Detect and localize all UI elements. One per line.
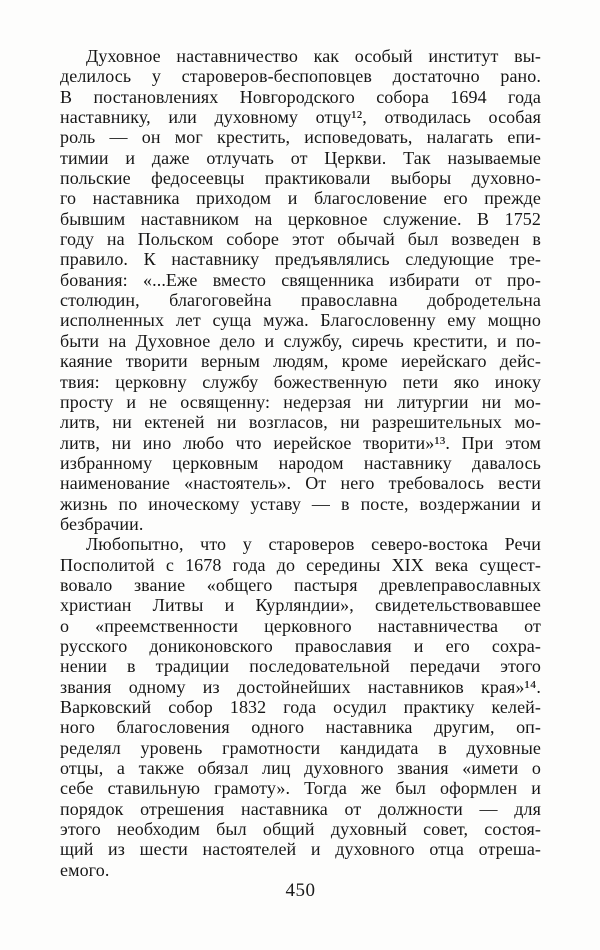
text-line: делилось у староверов-беспоповцев достаточно рано.: [60, 66, 541, 87]
text-line: го наставника приходом и благословение его прежде: [60, 188, 541, 209]
text-line: этого необходим был общий духовный совет, состоя-: [60, 819, 541, 840]
text-line: бования: «...Еже вместо священника избирати от про-: [60, 269, 541, 290]
text-line: Любопытно, что у староверов северо-востока Речи: [86, 534, 541, 555]
text-line: ределял уровень грамотности кандидата в духовные: [60, 737, 541, 758]
text-line: вовало звание «общего пастыря древлеправославных: [60, 574, 541, 595]
text-line: литв, ни ино любо что иерейское творити»¹³. При этом: [60, 432, 541, 453]
text-line: избранному церковным народом наставнику давалось: [60, 452, 541, 473]
text-line: В постановлениях Новгородского собора 1694 года: [60, 86, 541, 107]
text-line: каяние творити верным людям, кроме иерейскаго дейс-: [60, 351, 541, 372]
text-line: Духовное наставничество как особый институт вы-: [86, 46, 541, 66]
text-line: отцы, а также обязал лиц духовного звания «имети о: [60, 758, 541, 779]
text-line: порядок отрешения наставника от должности — для: [60, 798, 541, 819]
text-line: бывшим наставником на церковное служение. В 1752: [60, 208, 541, 229]
text-line: о «преемственности церковного наставничества от: [60, 615, 541, 636]
text-line: Варковский собор 1832 года осудил практику келей-: [60, 697, 541, 717]
text-line: литв, ни ектеней ни возгласов, ни разрешительных мо-: [60, 412, 541, 433]
text-line: наименование «настоятель». От него требовалось вести: [60, 473, 541, 494]
text-line: столюдин, благоговейна православна добродетельна: [60, 290, 541, 311]
text-line: быти на Духовное дело и службу, сиречь крестити, и по-: [60, 330, 541, 351]
text-line: емого.: [60, 859, 110, 880]
text-line: правило. К наставнику предъявлялись следующие тре-: [60, 249, 541, 270]
text-line: тимии и даже отлучать от Церкви. Так называемые: [60, 147, 541, 168]
text-line: безбрачии.: [60, 513, 144, 534]
text-line: нении в традиции последовательной передачи этого: [60, 656, 541, 677]
text-line: щий из шести настоятелей и духовного отца отреша-: [60, 839, 541, 860]
text-block: [60, 46, 541, 880]
text-line: ного благословения одного наставника другим, оп-: [60, 717, 541, 738]
text-line: себе ставильную грамоту». Тогда же был оформлен и: [60, 778, 541, 799]
text-line: христиан Литвы и Курляндии», свидетельствовавшее: [60, 595, 541, 616]
text-line: звания одному из достойнейших наставников края»¹⁴.: [60, 676, 541, 697]
text-line: твия: церковну службу божественную пети яко иноку: [60, 371, 541, 392]
text-line: просту и не освященну: недерзая ни литургии ни мо-: [60, 391, 541, 412]
text-line: наставнику, или духовному отцу¹², отводилась особая: [60, 107, 541, 128]
text-line: Посполитой с 1678 года до середины XIX века сущест-: [60, 554, 541, 575]
text-line: русского дониконовского православия и его сохра-: [60, 635, 541, 656]
text-line: роль — он мог крестить, исповедовать, налагать епи-: [60, 127, 541, 148]
text-line: жизнь по иноческому уставу — в посте, воздержании и: [60, 493, 541, 514]
page-number: 450: [285, 880, 316, 901]
text-line: польские федосеевцы практиковали выборы духовно-: [60, 168, 541, 189]
text-line: исполненных лет суща мужа. Благословенну ему мощно: [60, 310, 541, 331]
text-line: году на Польском соборе этот обычай был возведен в: [60, 229, 541, 250]
